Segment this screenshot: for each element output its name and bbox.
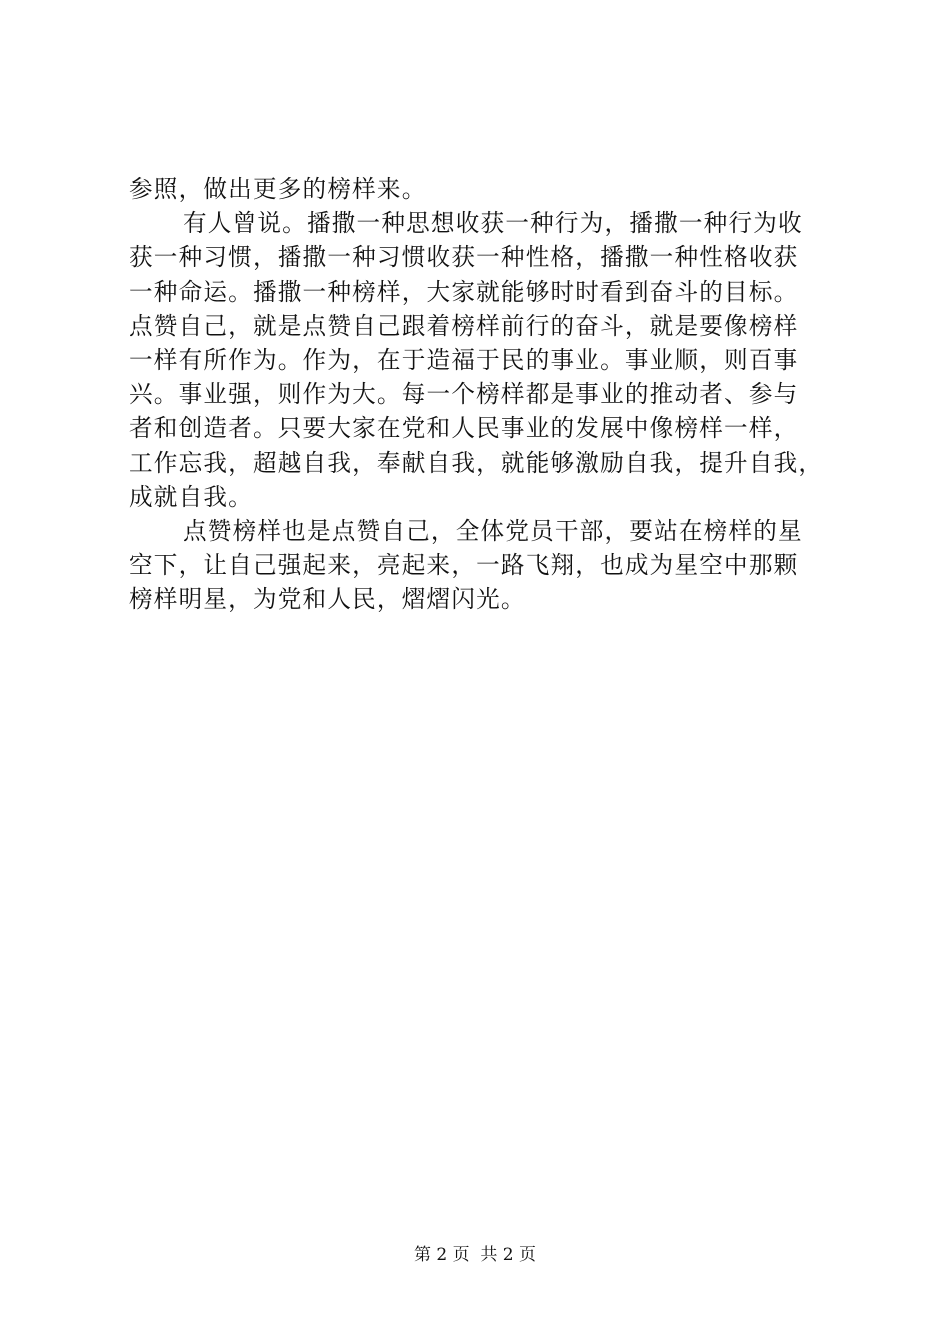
text-line: 成就自我。 (129, 482, 253, 511)
text-line: 榜样明星，为党和人民，熠熠闪光。 (129, 585, 526, 614)
text-line: 兴。事业强，则作为大。每一个榜样都是事业的推动者、参与 (129, 380, 799, 409)
document-body (129, 172, 829, 616)
text-line: 一种命运。播撒一种榜样，大家就能够时时看到奋斗的目标。 (129, 277, 799, 306)
paragraph-start-line: 有人曾说。播撒一种思想收获一种行为，播撒一种行为收 (183, 209, 803, 238)
text-line: 空下，让自己强起来，亮起来，一路飞翔，也成为星空中那颗 (129, 551, 799, 580)
page-number-footer: 第 2 页 共 2 页 (413, 1245, 537, 1265)
text-line: 一样有所作为。作为，在于造福于民的事业。事业顺，则百事 (129, 345, 799, 374)
text-line: 参照，做出更多的榜样来。 (129, 175, 427, 203)
paragraph-start-line: 点赞榜样也是点赞自己，全体党员干部，要站在榜样的星 (183, 516, 803, 545)
text-line: 者和创造者。只要大家在党和人民事业的发展中像榜样一样， (129, 414, 799, 443)
text-line: 点赞自己，就是点赞自己跟着榜样前行的奋斗，就是要像榜样 (129, 311, 799, 340)
text-line: 获一种习惯，播撒一种习惯收获一种性格，播撒一种性格收获 (129, 243, 799, 272)
text-line: 工作忘我，超越自我，奉献自我，就能够激励自我，提升自我， (129, 448, 824, 477)
